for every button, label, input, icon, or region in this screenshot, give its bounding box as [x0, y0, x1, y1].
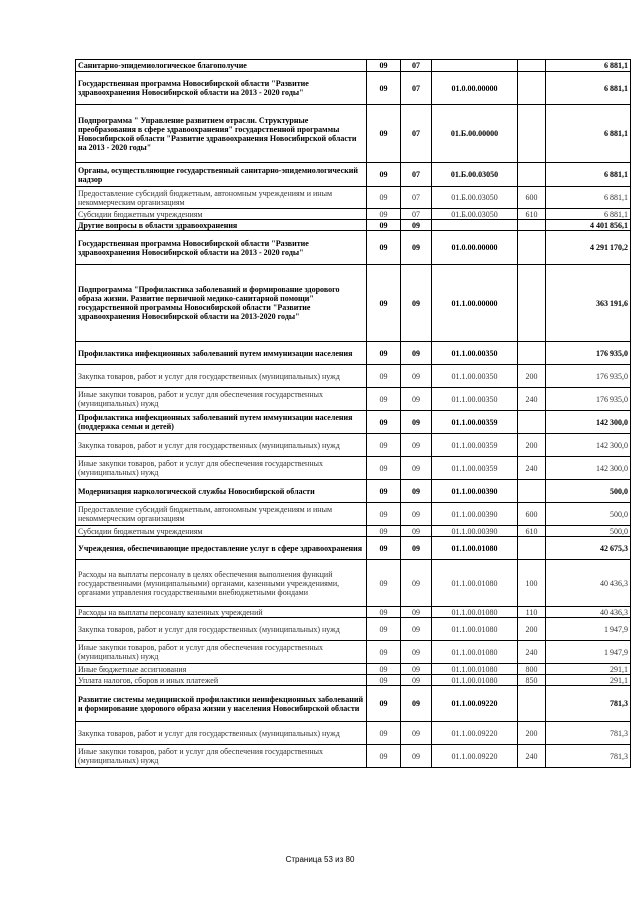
row-section: 09	[367, 265, 401, 342]
table-row	[76, 342, 631, 365]
row-target-code: 01.1.00.01080	[432, 537, 518, 560]
row-amount: 142 300,0	[546, 411, 631, 434]
row-section: 09	[367, 641, 401, 664]
row-amount: 1 947,9	[546, 641, 631, 664]
row-subsection: 09	[401, 365, 432, 388]
table-row	[76, 675, 631, 686]
row-section: 09	[367, 675, 401, 686]
table-row	[76, 72, 631, 105]
row-target-code: 01.1.00.01080	[432, 641, 518, 664]
row-amount: 291,1	[546, 664, 631, 675]
page-number: Страница 53 из 80	[285, 855, 355, 864]
row-expense-type: 200	[518, 365, 546, 388]
table-row	[76, 560, 631, 607]
row-name: Развитие системы медицинской профилактики неинфекционных заболеваний и формирование здорового образа жизни у населения Новосибирской области	[76, 686, 367, 722]
row-amount: 500,0	[546, 503, 631, 526]
row-subsection: 09	[401, 607, 432, 618]
row-target-code: 01.Б.00.03050	[432, 209, 518, 220]
row-subsection: 09	[401, 641, 432, 664]
row-subsection: 09	[401, 434, 432, 457]
table-row	[76, 411, 631, 434]
row-amount: 363 191,6	[546, 265, 631, 342]
row-amount: 40 436,3	[546, 607, 631, 618]
row-subsection: 09	[401, 265, 432, 342]
budget-table	[75, 59, 631, 768]
row-subsection: 07	[401, 187, 432, 209]
row-section: 09	[367, 526, 401, 537]
row-amount: 6 881,1	[546, 209, 631, 220]
table-row	[76, 209, 631, 220]
row-amount: 176 935,0	[546, 388, 631, 411]
row-target-code: 01.Б.00.00000	[432, 105, 518, 163]
row-expense-type: 610	[518, 526, 546, 537]
table-row	[76, 722, 631, 745]
row-target-code	[432, 60, 518, 72]
row-target-code: 01.1.00.00390	[432, 503, 518, 526]
row-name: Субсидии бюджетным учреждениям	[76, 209, 367, 220]
row-name: Органы, осуществляющие государственный санитарно-эпидемиологический надзор	[76, 163, 367, 187]
row-subsection: 09	[401, 560, 432, 607]
row-subsection: 09	[401, 411, 432, 434]
row-section: 09	[367, 72, 401, 105]
row-amount: 781,3	[546, 722, 631, 745]
row-amount: 4 291 170,2	[546, 231, 631, 265]
row-name: Модернизация наркологической службы Новосибирской области	[76, 480, 367, 503]
row-target-code: 01.1.00.09220	[432, 686, 518, 722]
row-amount: 291,1	[546, 675, 631, 686]
row-expense-type	[518, 220, 546, 231]
row-expense-type	[518, 105, 546, 163]
table-row	[76, 388, 631, 411]
row-section: 09	[367, 434, 401, 457]
row-section: 09	[367, 722, 401, 745]
row-expense-type: 600	[518, 503, 546, 526]
table-row	[76, 163, 631, 187]
row-target-code: 01.1.00.09220	[432, 722, 518, 745]
row-subsection: 09	[401, 480, 432, 503]
row-target-code: 01.1.00.00359	[432, 411, 518, 434]
row-name: Другие вопросы в области здравоохранения	[76, 220, 367, 231]
row-section: 09	[367, 388, 401, 411]
row-expense-type	[518, 411, 546, 434]
row-subsection: 09	[401, 220, 432, 231]
row-amount: 40 436,3	[546, 560, 631, 607]
table-row	[76, 607, 631, 618]
row-amount: 4 401 856,1	[546, 220, 631, 231]
row-section: 09	[367, 163, 401, 187]
row-section: 09	[367, 60, 401, 72]
row-name: Подпрограмма "Профилактика заболеваний и формирование здорового образа жизни. Развитие первичной медико-санитарной помощи" государственной программы Новосибирской области "Развитие здравоохранения Новосибирской области на 2013-2020 годы"	[76, 265, 367, 342]
row-amount: 6 881,1	[546, 72, 631, 105]
row-target-code: 01.1.00.01080	[432, 664, 518, 675]
row-expense-type	[518, 72, 546, 105]
row-name: Иные закупки товаров, работ и услуг для обеспечения государственных (муниципальных) нужд	[76, 641, 367, 664]
row-amount: 500,0	[546, 480, 631, 503]
row-expense-type: 200	[518, 722, 546, 745]
row-target-code: 01.Б.00.03050	[432, 163, 518, 187]
row-name: Учреждения, обеспечивающие предоставление услуг в сфере здравоохранения	[76, 537, 367, 560]
row-subsection: 09	[401, 342, 432, 365]
row-section: 09	[367, 411, 401, 434]
row-target-code: 01.1.00.01080	[432, 675, 518, 686]
row-target-code: 01.1.00.00350	[432, 342, 518, 365]
table-row	[76, 220, 631, 231]
row-subsection: 07	[401, 163, 432, 187]
row-section: 09	[367, 457, 401, 480]
row-amount: 781,3	[546, 745, 631, 768]
row-target-code: 01.0.00.00000	[432, 72, 518, 105]
row-name: Предоставление субсидий бюджетным, автономным учреждениям и иным некоммерческим организациям	[76, 503, 367, 526]
row-target-code: 01.1.00.00359	[432, 457, 518, 480]
row-name: Закупка товаров, работ и услуг для государственных (муниципальных) нужд	[76, 722, 367, 745]
table-row	[76, 641, 631, 664]
row-expense-type: 240	[518, 457, 546, 480]
row-target-code	[432, 220, 518, 231]
row-amount: 142 300,0	[546, 457, 631, 480]
row-subsection: 09	[401, 526, 432, 537]
budget-table-body	[76, 60, 631, 768]
row-amount: 6 881,1	[546, 105, 631, 163]
row-expense-type: 110	[518, 607, 546, 618]
row-expense-type	[518, 686, 546, 722]
row-name: Государственная программа Новосибирской области "Развитие здравоохранения Новосибирской области на 2013 - 2020 годы"	[76, 72, 367, 105]
table-row	[76, 618, 631, 641]
row-section: 09	[367, 686, 401, 722]
row-expense-type: 240	[518, 641, 546, 664]
row-subsection: 09	[401, 664, 432, 675]
row-expense-type	[518, 537, 546, 560]
row-target-code: 01.1.00.00390	[432, 526, 518, 537]
row-subsection: 07	[401, 209, 432, 220]
row-section: 09	[367, 618, 401, 641]
row-section: 09	[367, 503, 401, 526]
row-subsection: 07	[401, 72, 432, 105]
row-section: 09	[367, 745, 401, 768]
table-row	[76, 365, 631, 388]
row-amount: 42 675,3	[546, 537, 631, 560]
row-subsection: 09	[401, 618, 432, 641]
row-subsection: 07	[401, 60, 432, 72]
table-row	[76, 434, 631, 457]
table-row	[76, 480, 631, 503]
row-expense-type: 200	[518, 434, 546, 457]
row-name: Профилактика инфекционных заболеваний путем иммунизации населения	[76, 342, 367, 365]
row-target-code: 01.1.00.01080	[432, 607, 518, 618]
row-amount: 176 935,0	[546, 365, 631, 388]
table-row	[76, 537, 631, 560]
row-expense-type	[518, 231, 546, 265]
row-subsection: 09	[401, 537, 432, 560]
row-expense-type: 100	[518, 560, 546, 607]
row-name: Уплата налогов, сборов и иных платежей	[76, 675, 367, 686]
row-name: Субсидии бюджетным учреждениям	[76, 526, 367, 537]
row-expense-type: 850	[518, 675, 546, 686]
row-name: Иные закупки товаров, работ и услуг для обеспечения государственных (муниципальных) нужд	[76, 388, 367, 411]
row-section: 09	[367, 365, 401, 388]
row-section: 09	[367, 342, 401, 365]
row-expense-type	[518, 265, 546, 342]
row-subsection: 09	[401, 675, 432, 686]
row-name: Расходы на выплаты персоналу казенных учреждений	[76, 607, 367, 618]
row-target-code: 01.1.00.01080	[432, 560, 518, 607]
row-section: 09	[367, 220, 401, 231]
table-row	[76, 457, 631, 480]
row-amount: 500,0	[546, 526, 631, 537]
row-name: Закупка товаров, работ и услуг для государственных (муниципальных) нужд	[76, 365, 367, 388]
row-target-code: 01.1.00.00350	[432, 365, 518, 388]
row-amount: 176 935,0	[546, 342, 631, 365]
table-row	[76, 231, 631, 265]
row-target-code: 01.1.00.00350	[432, 388, 518, 411]
row-amount: 6 881,1	[546, 187, 631, 209]
row-expense-type	[518, 60, 546, 72]
table-row	[76, 265, 631, 342]
table-row	[76, 526, 631, 537]
row-name: Государственная программа Новосибирской области "Развитие здравоохранения Новосибирской области на 2013 - 2020 годы"	[76, 231, 367, 265]
row-name: Иные бюджетные ассигнования	[76, 664, 367, 675]
row-subsection: 09	[401, 457, 432, 480]
row-subsection: 09	[401, 503, 432, 526]
row-expense-type	[518, 342, 546, 365]
row-name: Расходы на выплаты персоналу в целях обеспечения выполнения функций государственными (муниципальными) органами, казенными учреждениями, органами управления государственными внебюджетными фондами	[76, 560, 367, 607]
row-name: Закупка товаров, работ и услуг для государственных (муниципальных) нужд	[76, 434, 367, 457]
row-name: Подпрограмма " Управление развитием отрасли. Структурные преобразования в сфере здравоохранения" государственной программы Новосибирской области "Развитие здравоохранения Новосибирской области на 2013 - 2020 годы"	[76, 105, 367, 163]
row-subsection: 09	[401, 745, 432, 768]
row-target-code: 01.1.00.00390	[432, 480, 518, 503]
row-amount: 781,3	[546, 686, 631, 722]
row-name: Санитарно-эпидемиологическое благополучие	[76, 60, 367, 72]
row-amount: 6 881,1	[546, 60, 631, 72]
row-subsection: 09	[401, 231, 432, 265]
row-section: 09	[367, 105, 401, 163]
row-expense-type	[518, 480, 546, 503]
row-target-code: 01.1.00.00000	[432, 265, 518, 342]
table-row	[76, 187, 631, 209]
row-section: 09	[367, 607, 401, 618]
row-section: 09	[367, 231, 401, 265]
table-row	[76, 105, 631, 163]
row-subsection: 09	[401, 388, 432, 411]
row-name: Предоставление субсидий бюджетным, автономным учреждениям и иным некоммерческим организациям	[76, 187, 367, 209]
row-amount: 142 300,0	[546, 434, 631, 457]
row-amount: 1 947,9	[546, 618, 631, 641]
row-section: 09	[367, 480, 401, 503]
row-target-code: 01.1.00.01080	[432, 618, 518, 641]
row-name: Закупка товаров, работ и услуг для государственных (муниципальных) нужд	[76, 618, 367, 641]
row-subsection: 07	[401, 105, 432, 163]
row-section: 09	[367, 664, 401, 675]
table-row	[76, 503, 631, 526]
row-section: 09	[367, 187, 401, 209]
row-expense-type: 800	[518, 664, 546, 675]
row-amount: 6 881,1	[546, 163, 631, 187]
row-expense-type: 240	[518, 745, 546, 768]
row-expense-type	[518, 163, 546, 187]
row-name: Профилактика инфекционных заболеваний путем иммунизации населения (поддержка семьи и детей)	[76, 411, 367, 434]
row-target-code: 01.1.00.09220	[432, 745, 518, 768]
row-section: 09	[367, 209, 401, 220]
row-subsection: 09	[401, 722, 432, 745]
row-target-code: 01.1.00.00359	[432, 434, 518, 457]
table-row	[76, 664, 631, 675]
row-expense-type: 600	[518, 187, 546, 209]
row-expense-type: 610	[518, 209, 546, 220]
row-expense-type: 200	[518, 618, 546, 641]
table-row	[76, 60, 631, 72]
row-name: Иные закупки товаров, работ и услуг для обеспечения государственных (муниципальных) нужд	[76, 745, 367, 768]
row-name: Иные закупки товаров, работ и услуг для обеспечения государственных (муниципальных) нужд	[76, 457, 367, 480]
row-target-code: 01.Б.00.03050	[432, 187, 518, 209]
row-subsection: 09	[401, 686, 432, 722]
row-target-code: 01.0.00.00000	[432, 231, 518, 265]
table-row	[76, 686, 631, 722]
table-row	[76, 745, 631, 768]
row-section: 09	[367, 560, 401, 607]
row-expense-type: 240	[518, 388, 546, 411]
row-section: 09	[367, 537, 401, 560]
